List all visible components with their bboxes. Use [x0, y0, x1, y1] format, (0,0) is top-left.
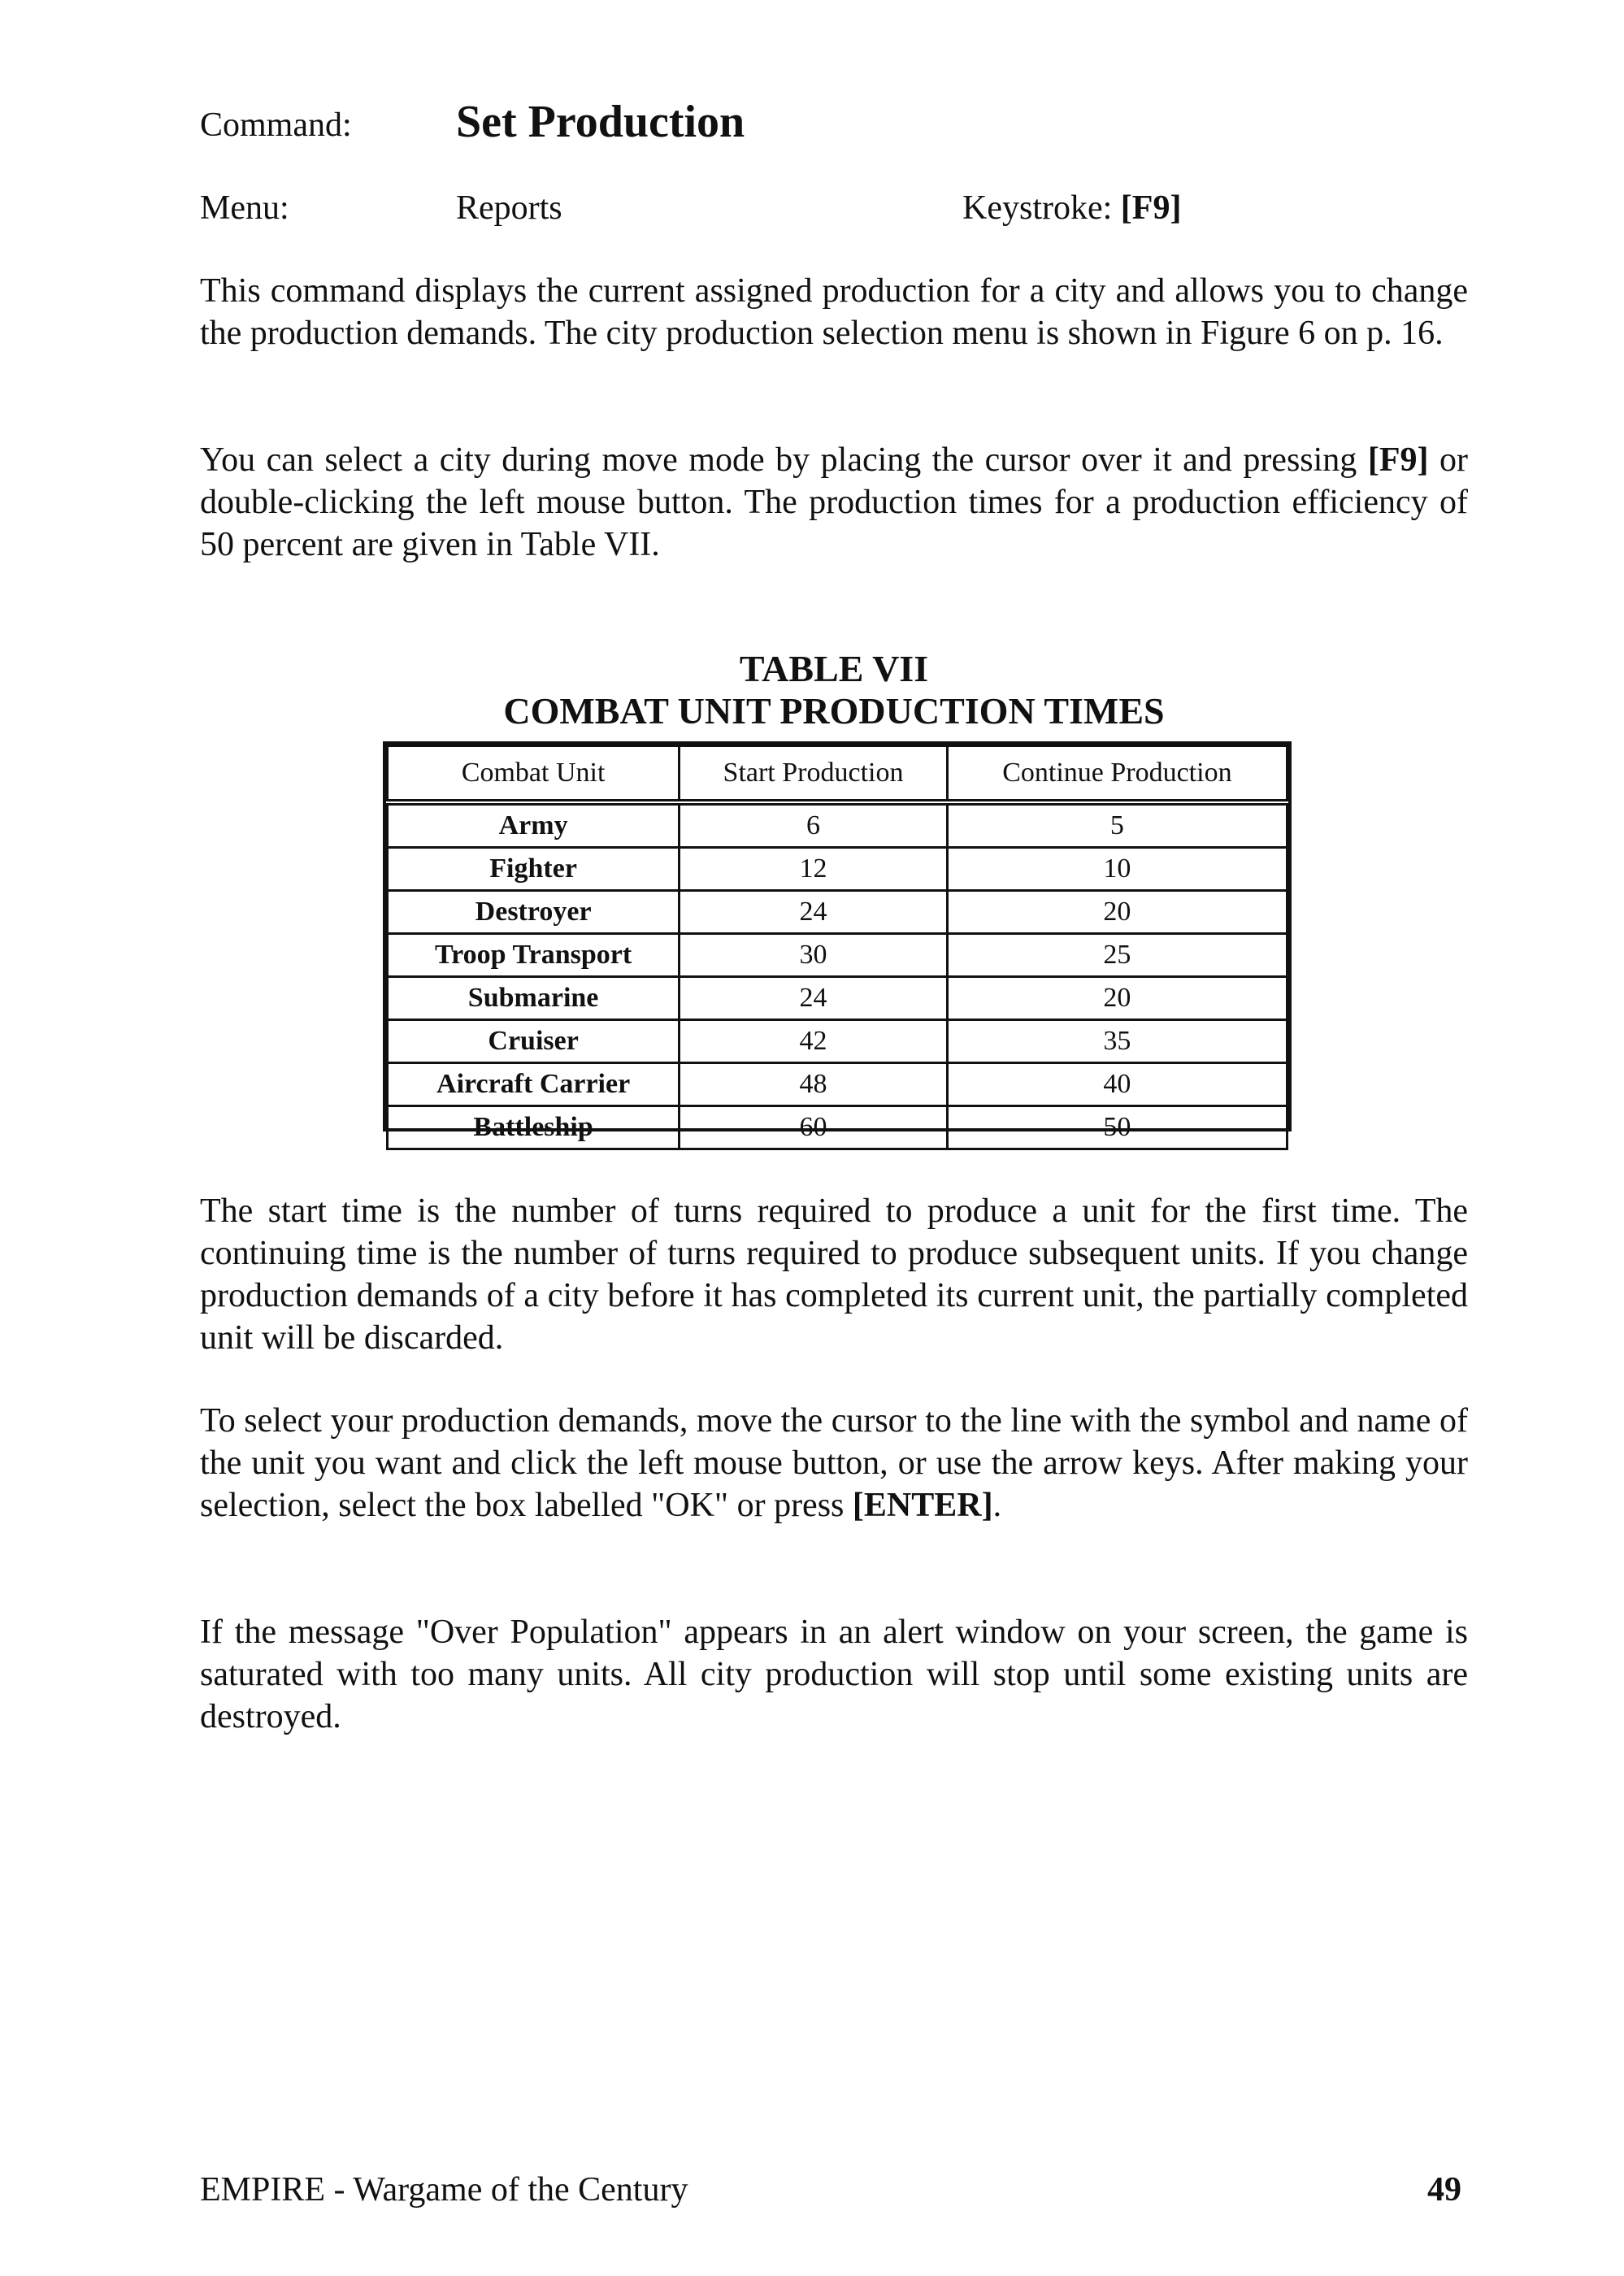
continue-time: 20	[947, 977, 1287, 1020]
table-title: COMBAT UNIT PRODUCTION TIMES	[503, 690, 1165, 732]
continue-time: 20	[947, 891, 1287, 934]
page-number: 49	[1427, 2171, 1461, 2209]
start-time: 30	[680, 934, 948, 977]
unit-name: Destroyer	[388, 891, 680, 934]
paragraph-start-time: The start time is the number of turns required to produce a unit for the first time. The continuing time is the number of turns required to produce subsequent units. If you change production demands of a city before it has completed its current unit, the partially completed unit will be discarded.	[200, 1192, 1468, 1357]
start-time: 42	[680, 1020, 948, 1063]
table-row	[388, 891, 1287, 934]
continue-time: 10	[947, 848, 1287, 891]
keystroke-label: Keystroke:	[962, 189, 1113, 227]
header-combat-unit: Combat Unit	[388, 746, 680, 803]
start-time: 24	[680, 891, 948, 934]
paragraph-select-demands-text-b: .	[992, 1487, 1002, 1524]
table-row	[388, 1020, 1287, 1063]
table-number: TABLE VII	[739, 648, 929, 689]
unit-name: Cruiser	[388, 1020, 680, 1063]
paragraph-select-city-text-b: or double-clicking the left mouse button. The production times for a production efficiency of 50 percent are given in Table VII.	[200, 441, 1468, 563]
unit-name: Army	[388, 802, 680, 848]
menu-label: Menu:	[200, 189, 289, 227]
paragraph-intro: This command displays the current assigned production for a city and allows you to change the production demands. The city production selection menu is shown in Figure 6 on p. 16.	[200, 272, 1468, 352]
command-title: Set Production	[456, 97, 745, 147]
start-time: 12	[680, 848, 948, 891]
menu-value: Reports	[456, 189, 562, 227]
table-row	[388, 934, 1287, 977]
paragraph-select-demands-key: [ENTER]	[852, 1487, 993, 1524]
continue-time: 5	[947, 802, 1287, 848]
table-row	[388, 1063, 1287, 1106]
start-time: 48	[680, 1063, 948, 1106]
command-row	[200, 96, 1468, 153]
keystroke-key: [F9]	[1120, 189, 1182, 227]
unit-name: Troop Transport	[388, 934, 680, 977]
paragraph-select-city	[200, 439, 1468, 566]
table-row	[388, 802, 1287, 848]
paragraph-select-demands-text-a: To select your production demands, move the cursor to the line with the symbol and name of the unit you want and click the left mouse button, or use the arrow keys. After making your selection, select the box labelled "OK" or press	[200, 1402, 1468, 1524]
menu-row	[200, 189, 1468, 234]
continue-time: 40	[947, 1063, 1287, 1106]
start-time: 60	[680, 1106, 948, 1149]
paragraph-select-demands	[200, 1400, 1468, 1527]
footer-title: EMPIRE - Wargame of the Century	[200, 2171, 688, 2209]
continue-time: 50	[947, 1106, 1287, 1149]
paragraph-select-city-key: [F9]	[1367, 441, 1429, 479]
continue-time: 25	[947, 934, 1287, 977]
production-times-table	[383, 741, 1292, 1142]
header-start-production: Start Production	[680, 746, 948, 803]
table-row	[388, 1106, 1287, 1149]
unit-name: Fighter	[388, 848, 680, 891]
unit-name: Submarine	[388, 977, 680, 1020]
table-row	[388, 848, 1287, 891]
header-continue-production: Continue Production	[947, 746, 1287, 803]
start-time: 24	[680, 977, 948, 1020]
unit-name: Aircraft Carrier	[388, 1063, 680, 1106]
continue-time: 35	[947, 1020, 1287, 1063]
unit-name: Battleship	[388, 1106, 680, 1149]
keystroke	[962, 189, 1181, 228]
start-time: 6	[680, 802, 948, 848]
production-times-grid	[386, 745, 1288, 1150]
paragraph-over-population: If the message "Over Population" appears in an alert window on your screen, the game is saturated with too many units. All city production will stop until some existing units are destroyed.	[200, 1614, 1468, 1735]
command-label: Command:	[200, 106, 352, 144]
table-header-row	[388, 746, 1287, 803]
paragraph-select-city-text-a: You can select a city during move mode by placing the cursor over it and pressing	[200, 441, 1368, 479]
table-row	[388, 977, 1287, 1020]
